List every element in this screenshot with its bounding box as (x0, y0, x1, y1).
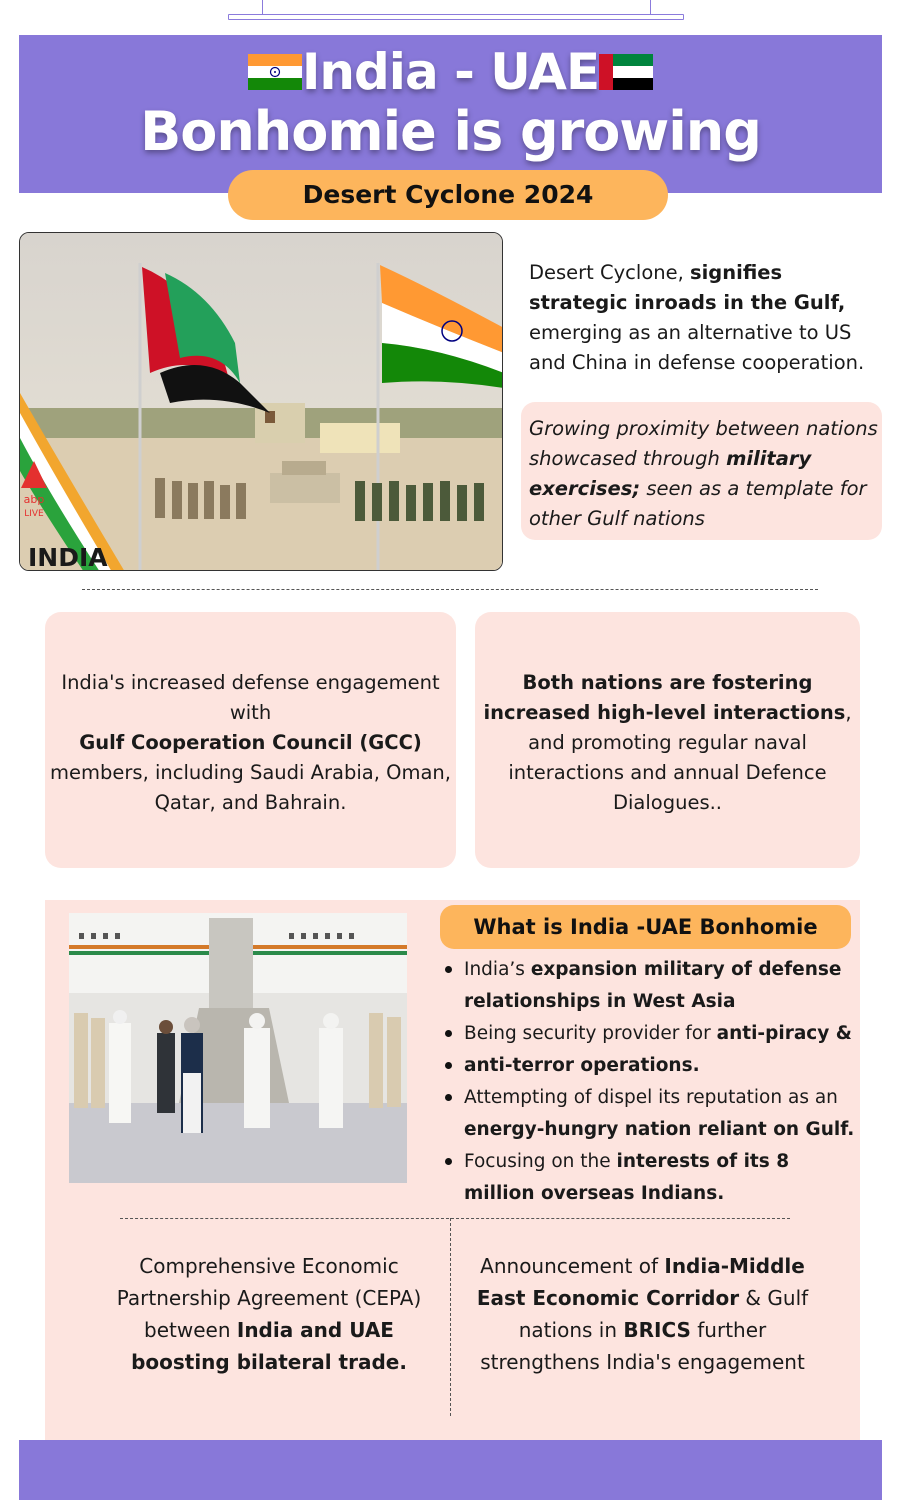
gcc-engagement-card: India's increased defense engagement with Gulf Cooperation Council (GCC) members, including Saudi Arabia, Oman, Qatar, and Bahrain. (45, 612, 456, 868)
list-item: India’s expansion military of defense relationships in West Asia (440, 954, 860, 1018)
cepa-text: Comprehensive Economic Partnership Agreement (CEPA) between India and UAE boosting bilateral trade. (116, 1254, 422, 1374)
list-item: Attempting of dispel its reputation as an energy-hungry nation reliant on Gulf. (440, 1082, 860, 1146)
bullet-icon (445, 1062, 452, 1069)
india-flag-icon (248, 54, 302, 90)
footer-bar (19, 1440, 882, 1500)
uae-flag-icon (599, 54, 653, 90)
photo-watermark-live: LIVE (24, 509, 44, 519)
list-item: Focusing on the interests of its 8 million overseas Indians. (440, 1146, 860, 1210)
high-level-interactions-card: Both nations are fostering increased high-level interactions, and promoting regular naval interactions and annual Defence Dialogues.. (475, 612, 860, 868)
bullet-icon (445, 966, 452, 973)
leaders-arrival-photo (69, 913, 407, 1183)
desert-cyclone-photo (19, 232, 503, 571)
title-text-line1: India - UAE (301, 43, 600, 101)
section-divider (120, 1218, 790, 1219)
section-divider (82, 589, 818, 590)
corridor-text: Announcement of India-Middle East Economic Corridor & Gulf nations in BRICS further strengthens India's engagement (476, 1254, 809, 1374)
bonhomie-heading-pill: What is India -UAE Bonhomie (440, 905, 851, 949)
photo-watermark-brand: abp (23, 493, 45, 506)
bullet-icon (445, 1030, 452, 1037)
bullet-icon (445, 1158, 452, 1165)
page-title-line2: Bonhomie is growing (140, 100, 761, 163)
top-frame-decoration (228, 0, 684, 20)
intro-quote-box: Growing proximity between nations showcased through military exercises; seen as a template for other Gulf nations (521, 402, 882, 540)
subtitle-pill: Desert Cyclone 2024 (228, 170, 668, 220)
column-divider (450, 1218, 451, 1416)
list-item: Being security provider for anti-piracy & (440, 1018, 860, 1050)
bullet-icon (445, 1094, 452, 1101)
bonhomie-bullet-list (440, 954, 860, 1210)
list-item: anti-terror operations. (440, 1050, 860, 1082)
intro-paragraph: Desert Cyclone, signifies strategic inroads in the Gulf, emerging as an alternative to US and China in defense cooperation. (529, 261, 865, 374)
page-title-line1 (19, 43, 882, 101)
photo-watermark-region: INDIA (28, 543, 108, 571)
